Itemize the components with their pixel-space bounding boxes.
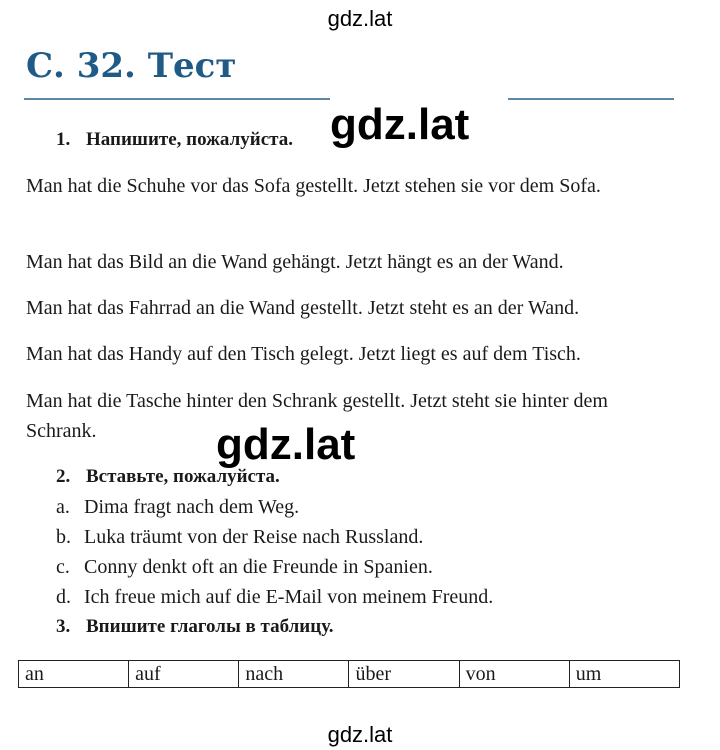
task-1-heading [56,129,293,151]
item-text: Ich freue mich auf die E-Mail von meinem Freund. [84,586,494,608]
item-text: Dima fragt nach dem Weg. [84,496,300,518]
table-header-cell: von [459,661,569,688]
task-1-sentence: Man hat das Fahrrad an die Wand gestellt. Jetzt steht es an der Wand. [26,297,580,319]
task-2-item [56,522,423,552]
task-1-sentence: Man hat das Bild an die Wand gehängt. Jetzt hängt es an der Wand. [26,251,564,273]
table-header-cell: an [19,661,129,688]
task-3-heading-text: Впишите глаголы в таблицу. [86,616,334,637]
watermark-large-2: gdz.lat [216,420,356,469]
watermark-bottom: gdz.lat [327,722,393,747]
item-marker: d. [56,586,71,608]
task-3-number: 3. [56,616,71,637]
task-2-item [56,582,493,612]
task-1-heading-text: Напишите, пожалуйста. [86,129,293,150]
watermark-large-1: gdz.lat [330,100,470,149]
item-marker: a. [56,496,70,518]
task-1-sentence: Man hat das Handy auf den Tisch gelegt. Jetzt liegt es auf dem Tisch. [26,343,581,365]
task-1-sentence: Man hat die Schuhe vor das Sofa gestellt. Jetzt stehen sie vor dem Sofa. [26,175,601,197]
table-header-cell: um [569,661,679,688]
title-underline-right [508,98,674,100]
table-header-cell: nach [239,661,349,688]
page-title: С. 32. Тест [26,46,237,86]
task-2-number: 2. [56,466,71,487]
table-header-cell: über [349,661,459,688]
item-marker: c. [56,556,70,578]
item-text: Conny denkt oft an die Freunde in Spanien. [84,556,433,578]
task-2-item [56,552,433,582]
item-marker: b. [56,526,71,548]
task-1-number: 1. [56,129,71,150]
title-underline-left [24,98,330,100]
task-2-item [56,492,299,522]
table-header-cell: auf [129,661,239,688]
verb-table [18,660,680,688]
task-3-heading [56,616,334,638]
task-2-heading-text: Вставьте, пожалуйста. [86,466,280,487]
watermark-top: gdz.lat [327,6,393,31]
item-text: Luka träumt von der Reise nach Russland. [84,526,424,548]
task-1-sentence: Man hat die Tasche hinter den Schrank gestellt. Jetzt steht sie hinter dem Schrank. [26,390,608,442]
table-header-row [19,661,680,688]
